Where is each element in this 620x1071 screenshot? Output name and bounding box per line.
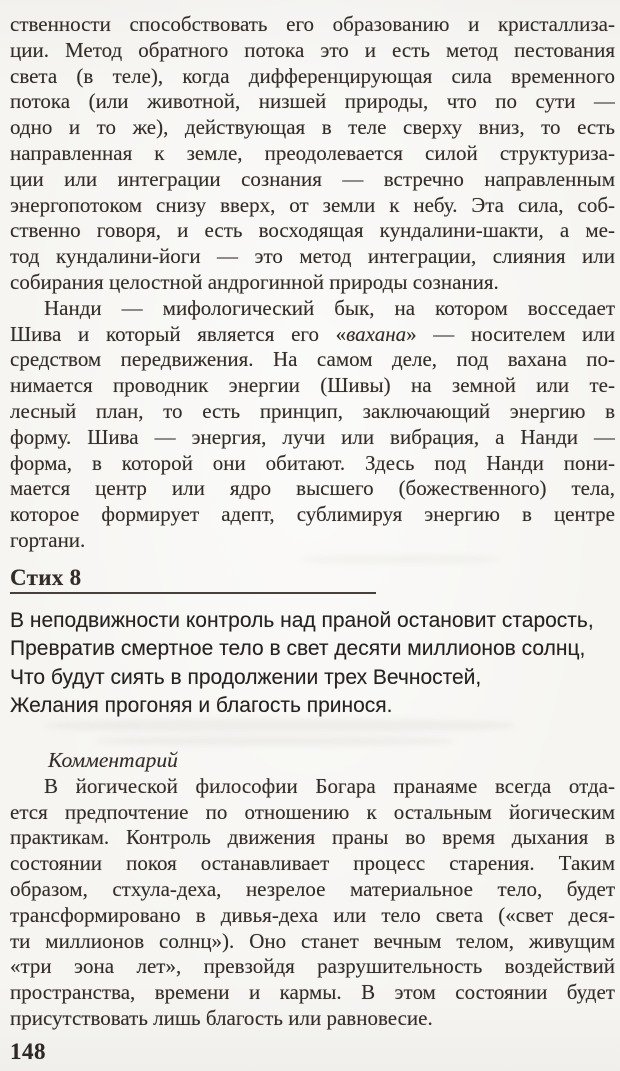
commentary-text-line: образом, стхула-деха, незрелое материальное тело, будет — [10, 876, 615, 901]
verse-line: В неподвижности контроль над праной остановит старость, — [10, 608, 594, 632]
commentary-heading: Комментарий — [48, 747, 178, 772]
body-text-line: ции. Метод обратного потока это и есть метод пестования — [10, 37, 615, 62]
commentary-text-line: ти миллионов солнц»). Оно станет вечным телом, живущим — [10, 928, 615, 953]
commentary-text-line: «три эона лет», превзойдя разрушительность воздействий — [10, 954, 615, 979]
verse-heading: Стих 8 — [10, 566, 376, 594]
body-text-line: лесный план, то есть принцип, заключающий энергию в — [10, 398, 615, 423]
body-text-line: форму. Шива — энергия, лучи или вибрация, а Нанди — — [10, 424, 615, 449]
body-text-line: ственности способствовать его образованию и кристаллиза- — [10, 12, 615, 36]
body-text-line: потока (или животной, низшей природы, что по сути — — [10, 89, 615, 114]
commentary-paragraph — [10, 774, 615, 1032]
body-text-line: ственно говоря, и есть восходящая кундалини-шакти, а ме- — [10, 218, 615, 243]
commentary-text-line: В йогической философии Богара пранаяме всегда отда- — [44, 773, 615, 798]
body-text-line: света (в теле), когда дифференцирующая сила временного — [10, 63, 615, 88]
body-text-line: нимается проводник энергии (Шивы) на земной или те- — [10, 373, 615, 398]
verse-block — [10, 607, 615, 721]
commentary-text-line: практикам. Контроль движения праны во время дыхания в — [10, 825, 615, 850]
body-text-line: мается центр или ядро высшего (божественного) тела, — [10, 476, 615, 501]
page-number: 148 — [10, 1038, 46, 1064]
commentary-text-line: ется предпочтение по отношению к остальным йогическим — [10, 799, 615, 824]
body-text-line: ции или интеграции сознания — встречно направленным — [10, 166, 615, 191]
commentary-text-line: пространства, времени и кармы. В этом состоянии будет — [10, 980, 615, 1005]
body-text-line: Нанди — мифологический бык, на котором восседает — [44, 295, 615, 320]
body-text-line: направленная к земле, преодолевается силой структуриза- — [10, 140, 615, 165]
body-text-line: Шива и который является его «вахана» — носителем или — [10, 321, 615, 346]
body-text-line: средством передвижения. На самом деле, под вахана по- — [10, 347, 615, 372]
body-paragraph-2 — [10, 296, 615, 554]
body-paragraph-1 — [10, 12, 615, 296]
verse-line: Превратив смертное тело в свет десяти миллионов солнц, — [10, 637, 586, 661]
verse-line: Что будут сиять в продолжении трех Вечностей, — [10, 665, 482, 689]
body-text-line: форма, в которой они обитают. Здесь под Нанди пони- — [10, 450, 615, 475]
body-text-line: тод кундалини-йоги — это метод интеграции, слияния или — [10, 244, 615, 269]
body-text-line: собирания целостной андрогинной природы сознания. — [10, 269, 499, 294]
body-text-line: одно и то же), действующая в теле сверху вниз, то есть — [10, 115, 615, 140]
commentary-text-line: трансформировано в дивья-деха или тело света («свет деся- — [10, 902, 615, 927]
verse-line: Желания прогоняя и благость принося. — [10, 694, 393, 718]
body-text-line: энергопотоком снизу вверх, от земли к небу. Эта сила, соб- — [10, 192, 615, 217]
body-text-line: гортани. — [10, 527, 86, 552]
commentary-text-line: присутствовать лишь благость или равновесие. — [10, 1005, 433, 1030]
body-text-line: которое формирует адепт, сублимируя энергию в центре — [10, 502, 615, 527]
commentary-text-line: состоянии покоя останавливает процесс старения. Таким — [10, 851, 615, 876]
